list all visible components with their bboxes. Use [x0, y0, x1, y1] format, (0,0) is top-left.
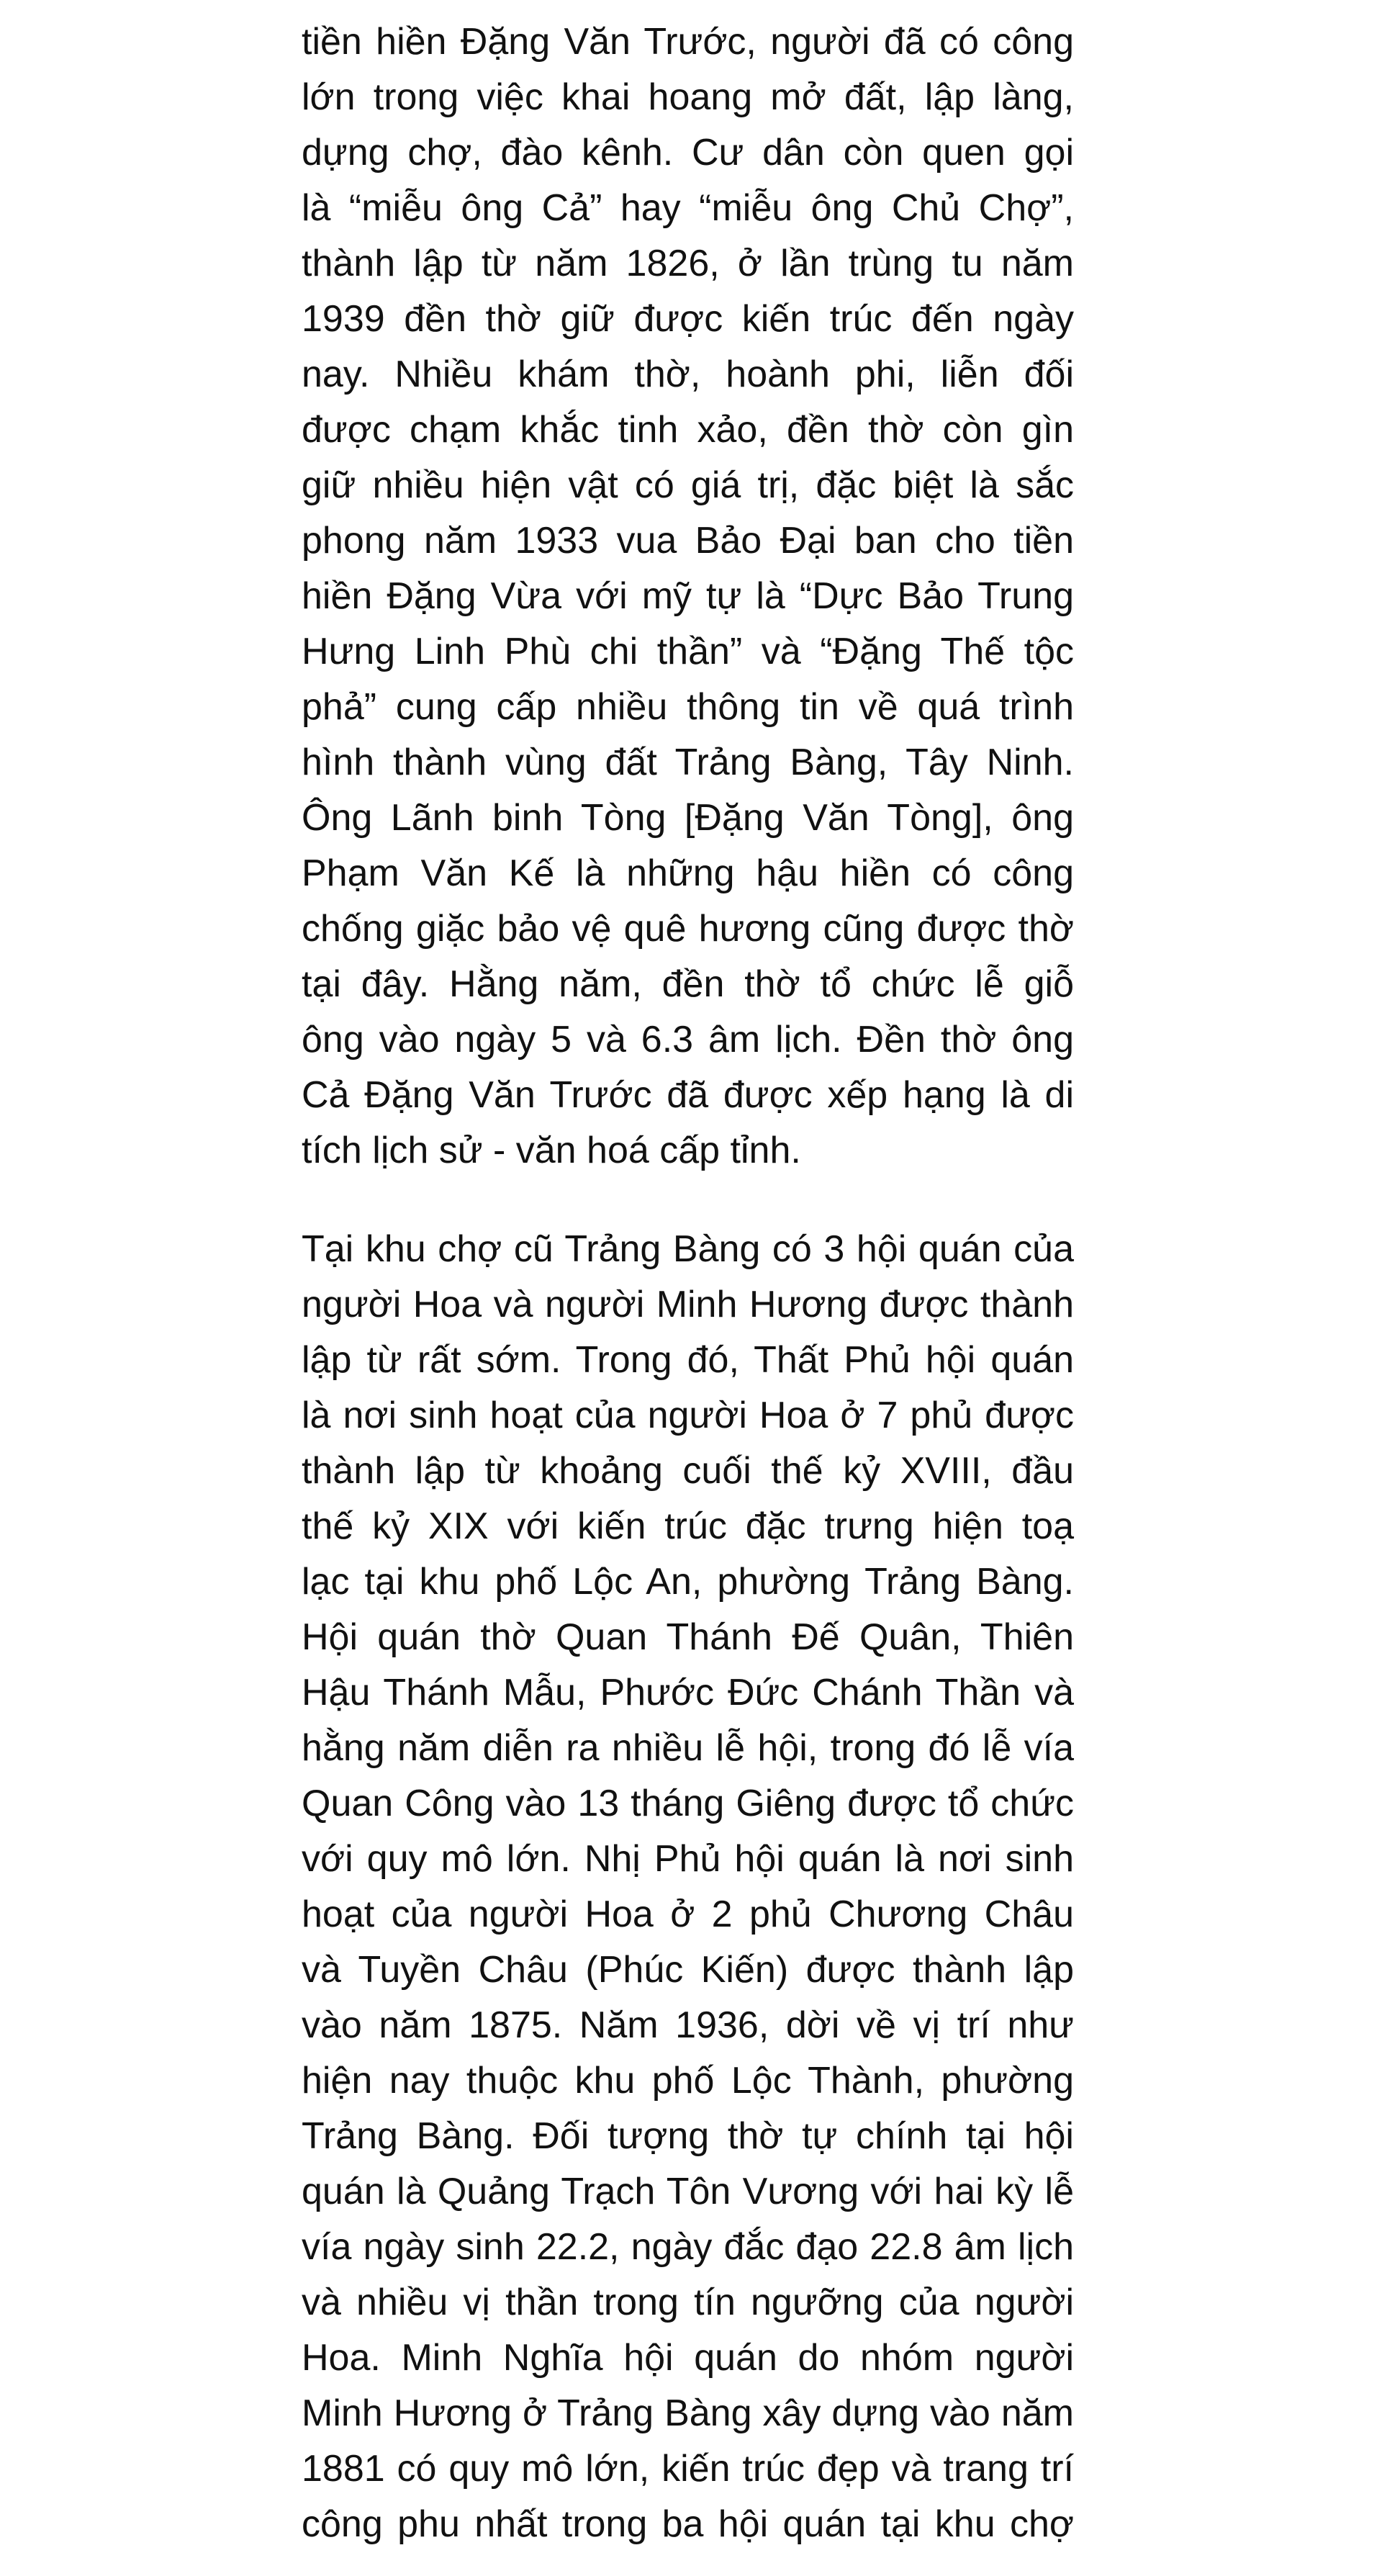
- text-line: hiện nay thuộc khu phố Lộc Thành, phường: [302, 2060, 1074, 2102]
- text-line: công phu nhất trong ba hội quán tại khu chợ: [302, 2503, 1074, 2545]
- text-line: Phạm Văn Kế là những hậu hiền có công: [302, 852, 1074, 894]
- text-line: nay. Nhiều khám thờ, hoành phi, liễn đối: [302, 353, 1074, 395]
- text-line: 1939 đền thờ giữ được kiến trúc đến ngày: [302, 298, 1074, 340]
- text-line: chống giặc bảo vệ quê hương cũng được thờ: [302, 908, 1074, 950]
- text-line: hình thành vùng đất Trảng Bàng, Tây Ninh.: [302, 742, 1074, 783]
- text-line: ông vào ngày 5 và 6.3 âm lịch. Đền thờ ông: [302, 1019, 1074, 1060]
- paragraph-1: [302, 14, 1074, 1179]
- text-line: hoạt của người Hoa ở 2 phủ Chương Châu: [302, 1893, 1074, 1935]
- text-line: Trảng Bàng. Đối tượng thờ tự chính tại hội: [302, 2115, 1074, 2157]
- text-line: lớn trong việc khai hoang mở đất, lập làng,: [302, 76, 1074, 118]
- text-line: và Tuyền Châu (Phúc Kiến) được thành lập: [302, 1949, 1074, 1991]
- text-line: 1881 có quy mô lớn, kiến trúc đẹp và trang trí: [302, 2448, 1074, 2490]
- text-line: tiền hiền Đặng Văn Trước, người đã có công: [302, 21, 1074, 63]
- paragraph-2: [302, 1222, 1074, 2552]
- text-line: hằng năm diễn ra nhiều lễ hội, trong đó lễ vía: [302, 1727, 1074, 1769]
- text-line: giữ nhiều hiện vật có giá trị, đặc biệt là sắc: [302, 464, 1074, 506]
- text-line: phong năm 1933 vua Bảo Đại ban cho tiền: [302, 520, 1074, 562]
- text-line: tại đây. Hằng năm, đền thờ tổ chức lễ giỗ: [302, 963, 1074, 1005]
- text-line: hiền Đặng Vừa với mỹ tự là “Dực Bảo Trung: [302, 575, 1074, 617]
- text-line: Hậu Thánh Mẫu, Phước Đức Chánh Thần và: [302, 1672, 1074, 1713]
- text-line: vía ngày sinh 22.2, ngày đắc đạo 22.8 âm lịch: [302, 2226, 1074, 2268]
- text-line: lập từ rất sớm. Trong đó, Thất Phủ hội quán: [302, 1339, 1074, 1381]
- text-line: thành lập từ khoảng cuối thế kỷ XVIII, đầu: [302, 1450, 1074, 1492]
- text-line: Hội quán thờ Quan Thánh Đế Quân, Thiên: [302, 1616, 1074, 1658]
- text-line: và nhiều vị thần trong tín ngưỡng của người: [302, 2282, 1074, 2323]
- text-line: Hoa. Minh Nghĩa hội quán do nhóm người: [302, 2337, 1074, 2379]
- text-line: lạc tại khu phố Lộc An, phường Trảng Bàng.: [302, 1561, 1074, 1603]
- text-line: là “miễu ông Cả” hay “miễu ông Chủ Chợ”,: [302, 187, 1074, 229]
- text-line: người Hoa và người Minh Hương được thành: [302, 1284, 1074, 1325]
- text-line: với quy mô lớn. Nhị Phủ hội quán là nơi sinh: [302, 1838, 1074, 1880]
- text-line: Minh Hương ở Trảng Bàng xây dựng vào năm: [302, 2392, 1074, 2434]
- text-line: Tại khu chợ cũ Trảng Bàng có 3 hội quán của: [302, 1228, 1074, 1270]
- text-line: được chạm khắc tinh xảo, đền thờ còn gìn: [302, 409, 1074, 451]
- text-column: [302, 14, 1074, 2552]
- text-line: Hưng Linh Phù chi thần” và “Đặng Thế tộc: [302, 631, 1074, 672]
- text-line: phả” cung cấp nhiều thông tin về quá trình: [302, 686, 1074, 728]
- text-line: Cả Đặng Văn Trước đã được xếp hạng là di: [302, 1074, 1074, 1116]
- text-line: thế kỷ XIX với kiến trúc đặc trưng hiện toạ: [302, 1505, 1074, 1547]
- text-line: Quan Công vào 13 tháng Giêng được tổ chức: [302, 1783, 1074, 1824]
- text-line: tích lịch sử - văn hoá cấp tỉnh.: [302, 1130, 801, 1171]
- text-line: vào năm 1875. Năm 1936, dời về vị trí như: [302, 2004, 1074, 2046]
- text-line: Ông Lãnh binh Tòng [Đặng Văn Tòng], ông: [302, 797, 1074, 839]
- text-line: là nơi sinh hoạt của người Hoa ở 7 phủ được: [302, 1395, 1074, 1436]
- text-line: thành lập từ năm 1826, ở lần trùng tu năm: [302, 243, 1074, 284]
- text-line: dựng chợ, đào kênh. Cư dân còn quen gọi: [302, 132, 1074, 174]
- text-line: quán là Quảng Trạch Tôn Vương với hai kỳ lễ: [302, 2171, 1074, 2212]
